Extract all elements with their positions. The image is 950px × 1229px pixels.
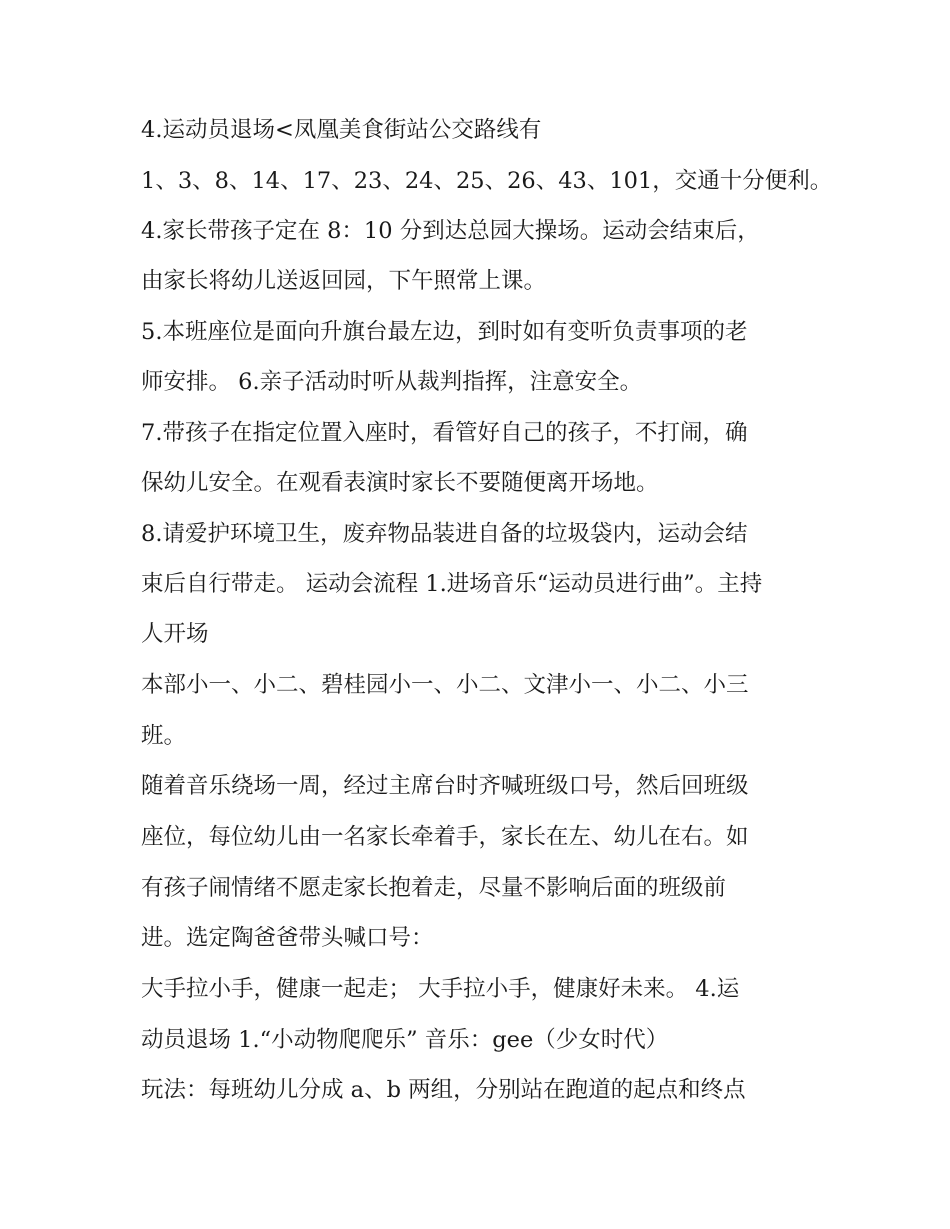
text-line: 师安排。 6.亲子活动时听从裁判指挥，注意安全。 [141,369,643,395]
text-line: 座位，每位幼儿由一名家长牵着手，家长在左、幼儿在右。如 [141,824,749,850]
text-line: 大手拉小手，健康一起走； 大手拉小手，健康好未来。 4.运 [141,976,740,1002]
text-line: 本部小一、小二、碧桂园小一、小二、文津小一、小二、小三 [141,672,749,698]
text-line: 人开场 [141,621,209,647]
text-line: 由家长将幼儿送返回园，下午照常上课。 [141,268,547,294]
text-line: 保幼儿安全。在观看表演时家长不要随便离开场地。 [141,470,659,496]
text-line: 有孩子闹情绪不愿走家长抱着走，尽量不影响后面的班级前 [141,875,727,901]
text-line: 随着音乐绕场一周，经过主席台时齐喊班级口号，然后回班级 [141,773,749,799]
text-line: 束后自行带走。 运动会流程 1.进场音乐“运动员进行曲”。主持 [141,571,763,597]
text-line: 1、3、8、14、17、23、24、25、26、43、101，交通十分便利。 [141,168,833,194]
text-line: 4.运动员退场<凤凰美食街站公交路线有 [141,117,542,143]
text-line: 玩法：每班幼儿分成 a、b 两组，分别站在跑道的起点和终点 [141,1077,746,1103]
text-line: 5.本班座位是面向升旗台最左边，到时如有变听负责事项的老 [141,319,748,345]
text-line: 进。选定陶爸爸带头喊口号： [141,925,434,951]
text-line: 7.带孩子在指定位置入座时，看管好自己的孩子，不打闹，确 [141,420,748,446]
text-line: 动员退场 1.“小动物爬爬乐” 音乐：gee（少女时代） [141,1027,669,1053]
text-line: 8.请爱护环境卫生，废弃物品装进自备的垃圾袋内，运动会结 [141,521,748,547]
text-line: 4.家长带孩子定在 8：10 分到达总园大操场。运动会结束后， [141,218,760,244]
text-line: 班。 [141,723,187,749]
